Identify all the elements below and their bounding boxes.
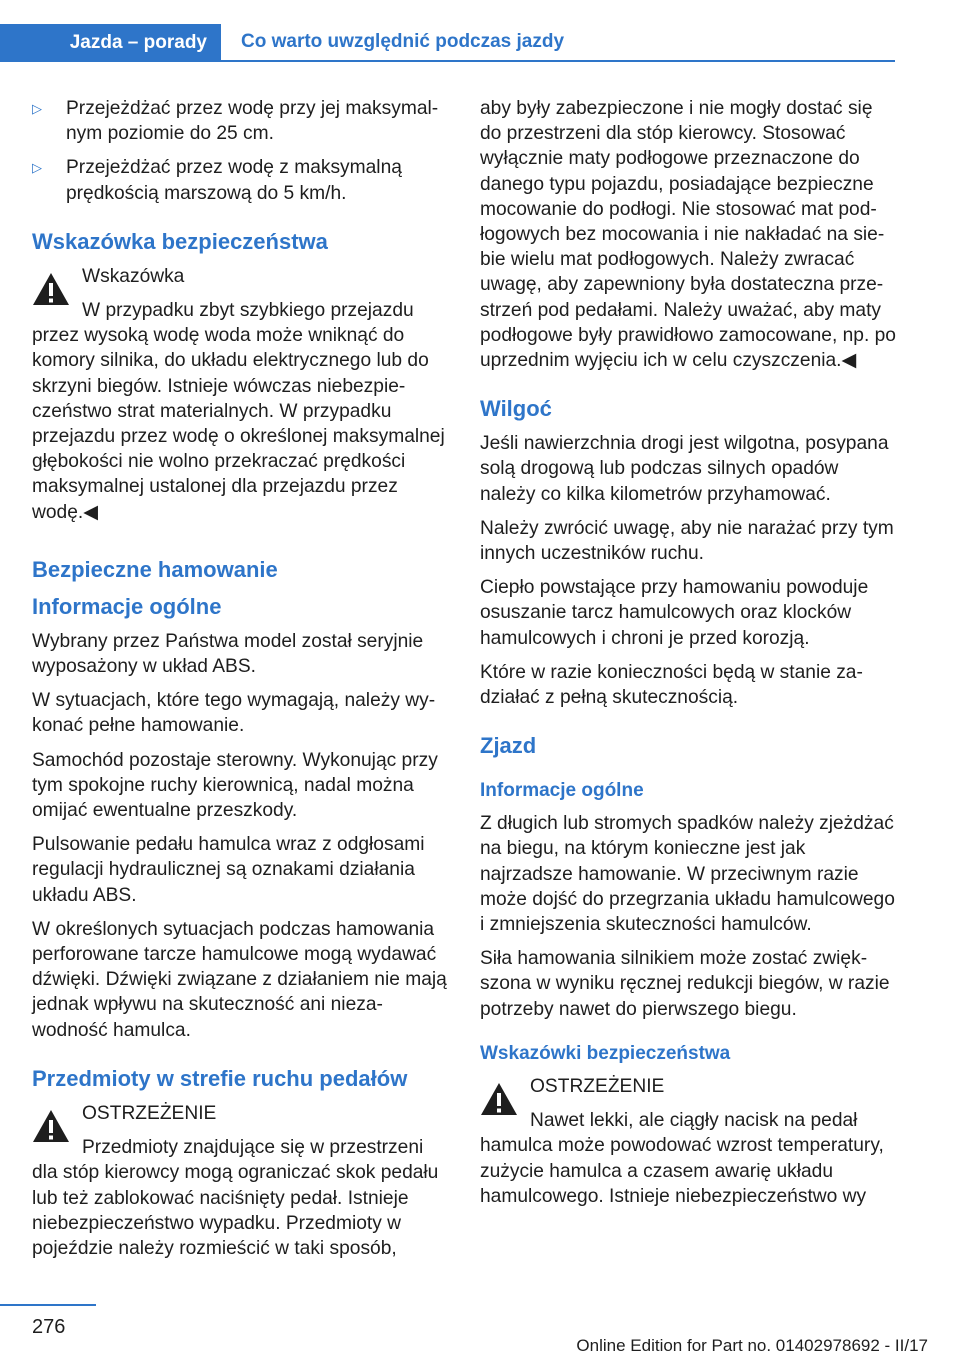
warning-text: Przedmioty znajdujące się w przestrzeni dla stóp kierowcy mogą ograniczać skok pedału lub też zablokować naciśnięty pedał. Istnieje niebezpieczeństwo wypadku. Przedmioty w pojeździe należy rozmieścić w taki sposób, bbox=[32, 1137, 439, 1259]
header-section-label: Jazda – porady bbox=[69, 32, 207, 53]
subheading-general-info: Informacje ogólne bbox=[480, 780, 644, 802]
bullet-text: Przejeżdżać przez wodę z maksymalną prędkością marszową do 5 km/h. bbox=[66, 157, 402, 204]
warning-triangle-icon bbox=[480, 1082, 518, 1116]
section-heading-downhill: Zjazd bbox=[480, 733, 537, 759]
paragraph: Pulsowanie pedału hamulca wraz z odgłosami regulacji hydraulicznej są oznakami działania układu ABS. bbox=[32, 834, 425, 906]
warning-text: Nawet lekki, ale ciągły nacisk na pedał hamulca może powodować wzrost temperatury, zużycie hamulca a czasem awarię układu hamulcowego. Istnieje niebezpieczeństwo wy bbox=[480, 1110, 884, 1207]
section-heading-safety-note: Wskazówka bezpieczeństwa bbox=[32, 228, 328, 254]
paragraph: Samochód pozostaje sterowny. Wykonując przy tym spokojne ruchy kierownicą, nadal można omijać ewentualne przeszkody. bbox=[32, 749, 438, 822]
paragraph: Które w razie konieczności będą w stanie zadziałać z pełną skutecznością. bbox=[480, 661, 863, 709]
page-number: 276 bbox=[32, 1316, 66, 1338]
paragraph: Ciepło powstające przy hamowaniu powoduje osuszanie tarcz hamulcowych oraz klocków hamulcowych i chroni je przed korozją. bbox=[480, 577, 869, 649]
paragraph: W sytuacjach, które tego wymagają, należy wykonać pełne hamowanie. bbox=[32, 690, 436, 737]
paragraph: Należy zwrócić uwagę, aby nie narażać przy tym innych uczestników ruchu. bbox=[480, 517, 894, 565]
warning-triangle-icon bbox=[32, 272, 70, 306]
paragraph: W określonych sytuacjach podczas hamowania perforowane tarcze hamulcowe mogą wydawać dźwięki. Dźwięki związane z działaniem nie mają jednak wpływu na skuteczność ani niezawodność hamulca. bbox=[32, 918, 447, 1041]
header-rule bbox=[0, 60, 895, 62]
header-chapter-tab bbox=[221, 24, 564, 60]
footer-rule bbox=[0, 1304, 96, 1306]
right-column bbox=[480, 96, 898, 1218]
warning-label: OSTRZEŻENIE bbox=[82, 1102, 217, 1124]
section-heading-moisture: Wilgoć bbox=[480, 396, 552, 422]
list-item bbox=[32, 155, 450, 205]
paragraph: aby były zabezpieczone i nie mogły dostać się do przestrzeni dla stóp kierowcy. Stosować wyłącznie maty podłogowe przeznaczone do danego typu pojazdu, posiadające bezpieczne mocowanie do podłogi. Nie stosować mat podłogowych bez mocowania i nie nakładać na siebie wielu mat podłogowych. Należy zwracać uwagę, aby zapewniony była dostateczna przestrzeń pod pedałami. Należy uważać, aby maty podłogowe były prawidłowo zamocowane, np. po uprzednim wyjęciu ich w celu czyszczenia.◀ bbox=[480, 98, 896, 372]
warning-label: OSTRZEŻENIE bbox=[530, 1075, 665, 1097]
header-chapter-label: Co warto uwzględnić podczas jazdy bbox=[241, 31, 565, 52]
section-heading-pedal-area: Przedmioty w strefie ruchu pedałów bbox=[32, 1065, 408, 1091]
warning-triangle-icon bbox=[32, 1109, 70, 1143]
subheading-safety-notes: Wskazówki bezpieczeństwa bbox=[480, 1042, 731, 1064]
paragraph: Z długich lub stromych spadków należy zjeżdżać na biegu, na którym konieczne jest jak najrzadsze hamowanie. W przeciwnym razie może dojść do przegrzania układu hamulcowego i zmniejszenia skuteczności hamulców. bbox=[480, 813, 895, 936]
left-column bbox=[32, 96, 450, 1270]
paragraph: Siła hamowania silnikiem może zostać zwiększona w wyniku ręcznej redukcji biegów, w razie potrzeby nawet do pierwszego biegu. bbox=[480, 948, 890, 1020]
warning-text: W przypadku zbyt szybkiego przejazdu przez wysoką wodę woda może wniknąć do komory silnika, do układu elektrycznego lub do skrzyni biegów. Istnieje wówczas niebezpieczeństwo strat materialnych. W przypadku przejazdu przez wodę o określonej maksymalnej głębokości nie wolno przekraczać prędkości maksymalnej ustalonej dla przejazdu przez wodę.◀ bbox=[32, 300, 445, 523]
bullet-text: Przejeżdżać przez wodę przy jej maksymalnym poziomie do 25 cm. bbox=[66, 98, 439, 145]
warning-label: Wskazówka bbox=[82, 265, 185, 287]
edition-note: Online Edition for Part no. 01402978692 - II/17 bbox=[576, 1336, 928, 1355]
triangle-right-icon: ▷ bbox=[32, 160, 42, 176]
paragraph: Jeśli nawierzchnia drogi jest wilgotna, posypana solą drogową lub podczas silnych opadów należy co kilka kilometrów przyhamować. bbox=[480, 433, 889, 505]
paragraph: Wybrany przez Państwa model został seryjnie wyposażony w układ ABS. bbox=[32, 630, 424, 678]
triangle-right-icon: ▷ bbox=[32, 101, 42, 116]
section-heading-safe-braking: Bezpieczne hamowanie bbox=[32, 556, 278, 582]
list-item bbox=[32, 96, 450, 146]
subheading-general-info: Informacje ogólne bbox=[32, 593, 222, 619]
header-section-tab bbox=[0, 24, 221, 62]
